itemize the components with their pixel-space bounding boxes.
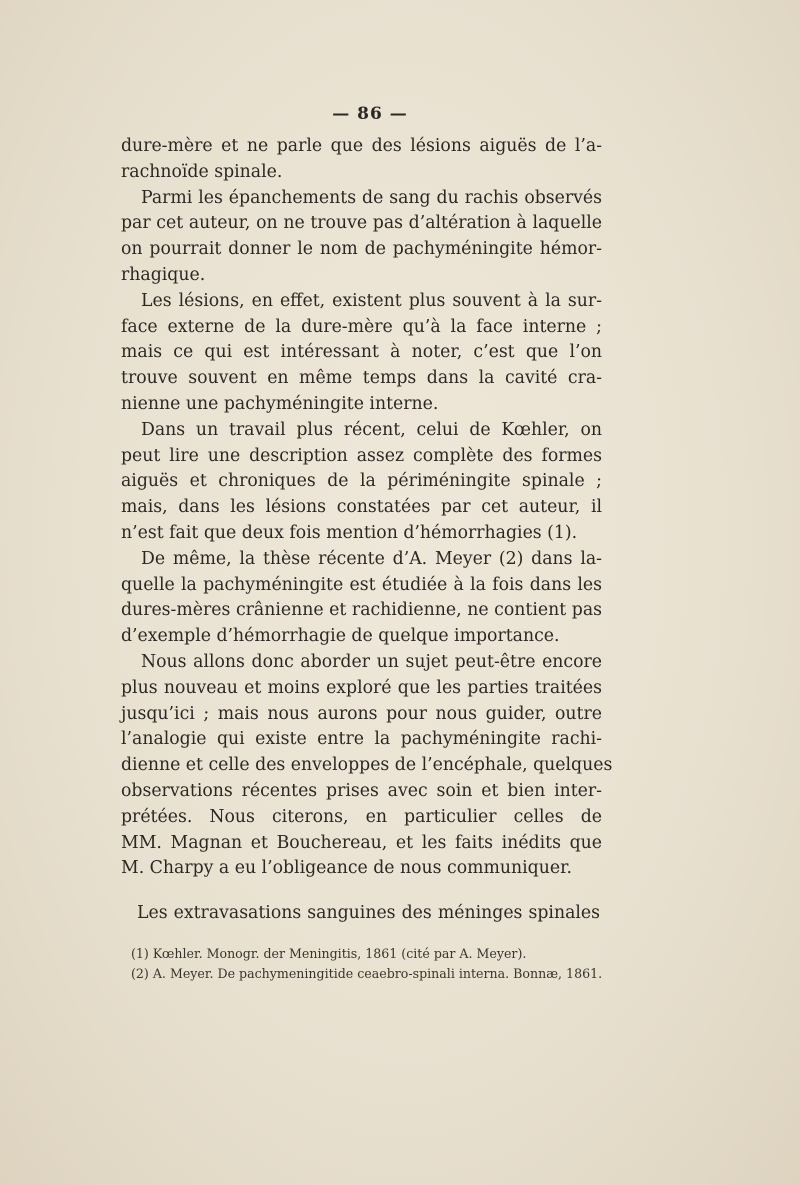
text-line: peut lire une description assez complète des formes (121, 445, 602, 466)
text-line: mais, dans les lésions constatées par cet auteur, il (121, 497, 602, 518)
text-line: rachnoïde spinale. (121, 161, 283, 182)
text-line: face externe de la dure-mère qu’à la face interne ; (121, 316, 602, 337)
text-line: trouve souvent en même temps dans la cavité cra- (121, 368, 602, 389)
text-line: n’est fait que deux fois mention d’hémorrhagies (1). (121, 522, 578, 543)
text-line: Dans un travail plus récent, celui de Kœhler, on (141, 419, 602, 440)
text-line: on pourrait donner le nom de pachyméningite hémor- (121, 239, 602, 260)
text-line: MM. Magnan et Bouchereau, et les faits inédits que (121, 832, 602, 853)
footnote-1: (1) Kœhler. Monogr. der Meningitis, 1861 (cité par A. Meyer). (131, 946, 527, 961)
text-line: prétées. Nous citerons, en particulier celles de (121, 806, 602, 827)
text-line: dures-mères crânienne et rachidienne, ne contient pas (121, 600, 602, 621)
text-line: Les lésions, en effet, existent plus souvent à la sur- (141, 290, 602, 311)
paragraph-3 (121, 289, 602, 418)
text-line: par cet auteur, on ne trouve pas d’altération à laquelle (121, 213, 602, 234)
text-line: Parmi les épanchements de sang du rachis observés (141, 187, 602, 208)
paragraph-6 (121, 650, 613, 882)
paragraph-1 (121, 134, 602, 186)
text-line: quelle la pachyméningite est étudiée à la fois dans les (121, 574, 602, 595)
text-line: observations récentes prises avec soin et bien inter- (121, 780, 602, 801)
footnotes (131, 944, 611, 984)
text-line: De même, la thèse récente d’A. Meyer (2) dans la- (141, 548, 602, 569)
paragraph-4 (121, 418, 602, 547)
text-line: Nous allons donc aborder un sujet peut-être encore (141, 651, 602, 672)
text-line: d’exemple d’hémorrhagie de quelque importance. (121, 626, 560, 647)
text-line: l’analogie qui existe entre la pachyméningite rachi- (121, 729, 602, 750)
text-line: mais ce qui est intéressant à noter, c’est que l’on (121, 342, 602, 363)
paragraph-2 (121, 186, 602, 289)
footnote-2: (2) A. Meyer. De pachymeningitide ceaebro-spinali interna. Bonnæ, 1861. (131, 966, 603, 981)
text-line: aiguës et chroniques de la périméningite spinale ; (121, 471, 602, 492)
text-line: jusqu’ici ; mais nous aurons pour nous guider, outre (121, 703, 602, 724)
text-line: nienne une pachyméningite interne. (121, 393, 439, 414)
text-line: dure-mère et ne parle que des lésions aiguës de l’a- (121, 136, 602, 156)
text-line: plus nouveau et moins exploré que les parties traitées (121, 677, 602, 698)
text-line: rhagique. (121, 264, 206, 285)
section-heading: Les extravasations sanguines des méninges spinales (137, 903, 600, 923)
text-line: M. Charpy a eu l’obligeance de nous communiquer. (121, 858, 572, 879)
body-text (121, 134, 613, 882)
page-number: — 86 — (332, 104, 408, 124)
text-line: dienne et celle des enveloppes de l’encéphale, quelques (121, 755, 613, 776)
paragraph-5 (121, 547, 602, 650)
